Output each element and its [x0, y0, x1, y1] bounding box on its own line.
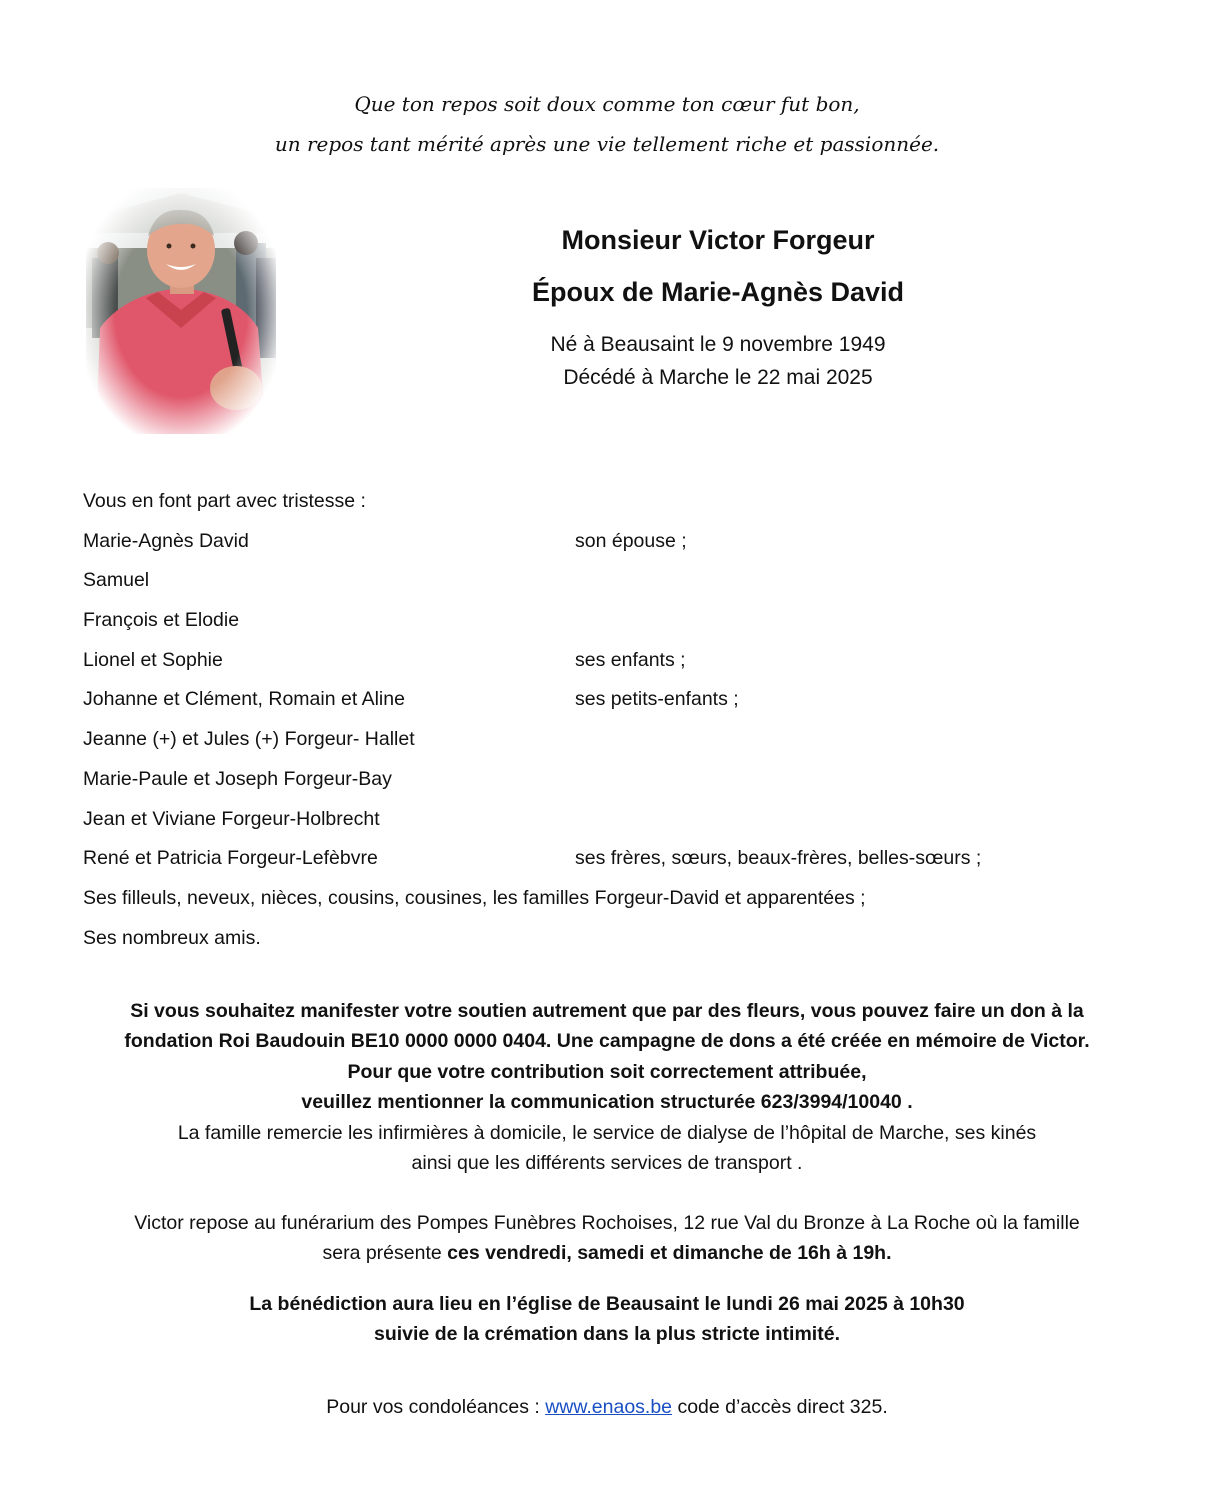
family-row — [83, 760, 1143, 800]
family-row — [83, 522, 1143, 562]
family-relation: ses frères, sœurs, beaux-frères, belles-sœurs ; — [575, 847, 982, 870]
death-line: Décédé à Marche le 22 mai 2025 — [563, 366, 873, 389]
thanks-line-2: ainsi que les différents services de transport . — [411, 1152, 803, 1175]
family-relation: ses petits-enfants ; — [575, 688, 739, 711]
family-name: Johanne et Clément, Romain et Aline — [83, 688, 405, 711]
ceremony-notice — [0, 1289, 1214, 1350]
funeral-home-notice — [0, 1208, 1214, 1269]
condolences-line — [0, 1391, 1214, 1423]
condolences-suffix: code d’accès direct 325. — [672, 1396, 888, 1418]
deceased-name: Monsieur Victor Forgeur — [561, 225, 875, 255]
condolences-link[interactable]: www.enaos.be — [545, 1396, 673, 1418]
funeral-line-1: Victor repose au funérarium des Pompes Funèbres Rochoises, 12 rue Val du Bronze à La Roche où la famille — [134, 1212, 1080, 1234]
family-list — [83, 482, 1143, 958]
family-row — [83, 839, 1143, 879]
donation-line-4: veuillez mentionner la communication structurée 623/3994/10040 . — [301, 1091, 913, 1114]
family-name: Jeanne (+) et Jules (+) Forgeur- Hallet — [83, 728, 415, 751]
family-extended: Ses filleuls, neveux, nièces, cousins, cousines, les familles Forgeur-David et apparentées ; — [83, 886, 866, 909]
family-row — [83, 680, 1143, 720]
family-row — [83, 720, 1143, 760]
family-name: Samuel — [83, 569, 150, 592]
condolences-prefix: Pour vos condoléances : — [326, 1396, 546, 1418]
family-row — [83, 800, 1143, 840]
family-name: Jean et Viviane Forgeur-Holbrecht — [83, 807, 380, 830]
family-name: Marie-Agnès David — [83, 529, 249, 552]
epigraph — [0, 84, 1214, 164]
ceremony-line-1: La bénédiction aura lieu en l’église de Beausaint le lundi 26 mai 2025 à 10h30 — [249, 1293, 965, 1315]
family-intro: Vous en font part avec tristesse : — [83, 490, 366, 512]
family-name: Lionel et Sophie — [83, 648, 223, 671]
funeral-line-2 — [0, 1238, 1214, 1268]
donation-line-3: Pour que votre contribution soit correctement attribuée, — [347, 1060, 867, 1083]
epigraph-line-2: un repos tant mérité après une vie tellement riche et passionnée. — [274, 132, 940, 156]
deceased-header — [418, 214, 1018, 394]
family-relation: son épouse ; — [575, 529, 687, 552]
visiting-hours: ces vendredi, samedi et dimanche de 16h à 19h. — [447, 1242, 892, 1265]
ceremony-line-2: suivie de la crémation dans la plus stricte intimité. — [374, 1323, 840, 1346]
family-row — [83, 601, 1143, 641]
birth-line: Né à Beausaint le 9 novembre 1949 — [550, 333, 886, 356]
thanks-line-1: La famille remercie les infirmières à domicile, le service de dialyse de l’hôpital de Marche, ses kinés — [177, 1121, 1037, 1144]
portrait-photo-icon — [86, 188, 276, 434]
family-row — [83, 561, 1143, 601]
spouse-line: Époux de Marie-Agnès David — [531, 277, 905, 307]
life-dates — [418, 328, 1018, 394]
donation-notice — [0, 996, 1214, 1178]
family-friends: Ses nombreux amis. — [83, 926, 261, 949]
epigraph-line-1: Que ton repos soit doux comme ton cœur fut bon, — [354, 92, 860, 116]
family-name: François et Elodie — [83, 609, 240, 632]
donation-line-2: fondation Roi Baudouin BE10 0000 0000 0404. Une campagne de dons a été créée en mémoire de Victor. — [124, 1030, 1090, 1053]
family-name: Marie-Paule et Joseph Forgeur-Bay — [83, 767, 392, 790]
funeral-line-2-prefix: sera présente — [322, 1242, 448, 1265]
family-row — [83, 641, 1143, 681]
donation-line-1: Si vous souhaitez manifester votre soutien autrement que par des fleurs, vous pouvez faire un don à la — [130, 1000, 1084, 1022]
family-name: René et Patricia Forgeur-Lefèbvre — [83, 847, 378, 870]
family-relation: ses enfants ; — [575, 648, 686, 671]
